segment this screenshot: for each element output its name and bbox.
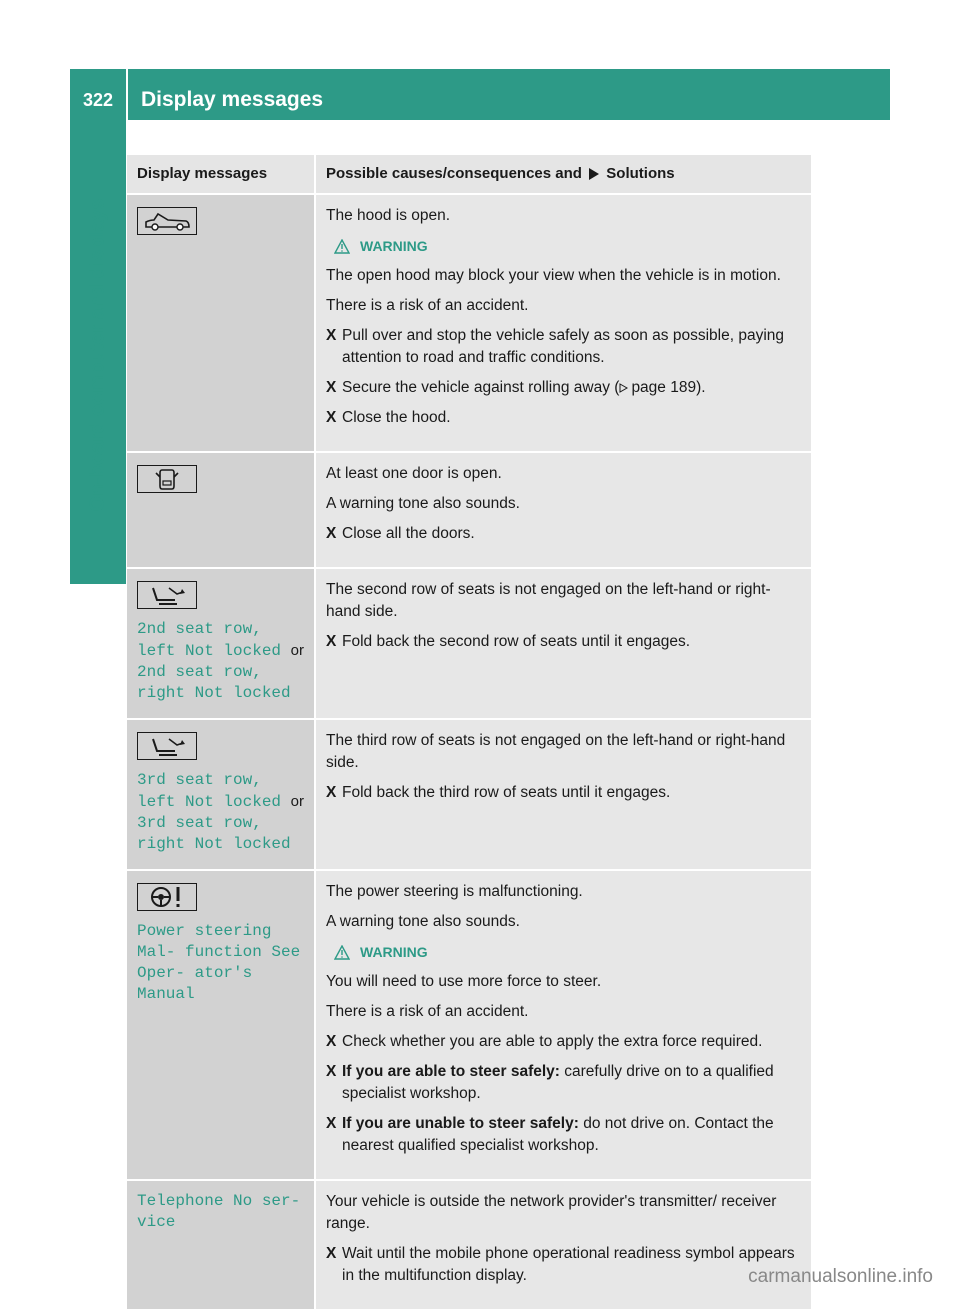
step-arrow-icon: X xyxy=(326,379,337,396)
or-text: or xyxy=(290,793,304,810)
solution-cell xyxy=(315,452,811,568)
step-text: Fold back the second row of seats until it engages. xyxy=(342,633,691,650)
step-arrow-icon: X xyxy=(326,525,337,542)
display-message-text xyxy=(137,619,304,704)
step-condition: If you are able to steer safely: xyxy=(342,1063,560,1080)
step-action: do not drive on. Contact the nearest qualified specialist workshop. xyxy=(342,1115,774,1154)
message-cell xyxy=(127,719,315,870)
step-arrow-icon: X xyxy=(326,327,337,344)
hood-open-icon xyxy=(137,207,197,235)
step-arrow-icon: X xyxy=(326,1033,337,1050)
warning-body: You will need to use more force to steer. xyxy=(326,973,602,990)
table-row xyxy=(127,870,811,1180)
step-text xyxy=(342,1113,801,1157)
cause-text: The third row of seats is not engaged on the left-hand or right-hand side. xyxy=(326,732,786,771)
warning-triangle-icon xyxy=(334,239,350,254)
page-number: 322 xyxy=(82,90,114,110)
message-right: 3rd seat row, right Not locked xyxy=(137,814,291,853)
step-arrow-icon: X xyxy=(326,633,337,650)
warning-label xyxy=(334,941,801,963)
warning-label xyxy=(334,235,801,257)
step-arrow-icon: X xyxy=(326,784,337,801)
step-arrow-icon: X xyxy=(326,409,337,426)
step-condition: If you are unable to steer safely: xyxy=(342,1115,579,1132)
step-arrow-icon: X xyxy=(326,1115,337,1132)
step-item xyxy=(326,631,801,653)
col-header-solutions xyxy=(315,155,811,194)
step-item xyxy=(326,1031,801,1053)
cause-text: The power steering is malfunctioning. xyxy=(326,883,583,900)
col-header-text: Possible causes/consequences and xyxy=(326,165,587,182)
step-text: Wait until the mobile phone operational readiness symbol appears in the multifunction display. xyxy=(342,1245,795,1284)
page-reference-link[interactable]: page 189). xyxy=(631,379,706,396)
solution-cell xyxy=(315,719,811,870)
solution-cell xyxy=(315,870,811,1180)
step-text-pre: Secure the vehicle against rolling away ( xyxy=(342,379,620,396)
page-header xyxy=(70,69,890,120)
step-text: Fold back the third row of seats until it engages. xyxy=(342,784,671,801)
step-item xyxy=(326,1061,801,1105)
risk-text: There is a risk of an accident. xyxy=(326,297,529,314)
cause-text: A warning tone also sounds. xyxy=(326,495,520,512)
solution-cell xyxy=(315,568,811,719)
display-message-text: Telephone No ser‐ vice xyxy=(137,1192,301,1231)
display-message-text xyxy=(137,770,304,855)
step-text: Close all the doors. xyxy=(342,525,475,542)
step-text xyxy=(342,1061,801,1105)
play-arrow-icon xyxy=(589,168,599,180)
step-arrow-icon: X xyxy=(326,1063,337,1080)
table-row xyxy=(127,452,811,568)
step-item xyxy=(326,407,801,429)
chapter-label-text: On-board computer and displays xyxy=(86,198,109,512)
message-cell xyxy=(127,452,315,568)
cause-text: The second row of seats is not engaged on the left-hand or right-hand side. xyxy=(326,581,771,620)
cause-text: At least one door is open. xyxy=(326,465,502,482)
step-item xyxy=(326,377,801,399)
watermark: carmanualsonline.info xyxy=(748,1266,933,1287)
step-item xyxy=(326,325,801,369)
col-header-messages: Display messages xyxy=(127,155,315,194)
solution-cell xyxy=(315,194,811,452)
risk-text: There is a risk of an accident. xyxy=(326,1003,529,1020)
step-text: Check whether you are able to apply the extra force required. xyxy=(342,1033,763,1050)
step-arrow-icon: X xyxy=(326,1245,337,1262)
page-ref-icon xyxy=(619,383,628,393)
page-title: Display messages xyxy=(141,88,324,111)
col-header-solutions-text: Solutions xyxy=(602,165,675,182)
cause-text: A warning tone also sounds. xyxy=(326,913,520,930)
or-text: or xyxy=(290,642,304,659)
table-header-row xyxy=(127,155,811,194)
step-item xyxy=(326,523,801,545)
cause-text: Your vehicle is outside the network provider's transmitter/ receiver range. xyxy=(326,1193,777,1232)
message-cell xyxy=(127,194,315,452)
steering-warning-icon xyxy=(137,883,197,911)
display-messages-table xyxy=(127,155,811,1309)
message-left: 2nd seat row, left Not locked xyxy=(137,620,282,660)
step-text xyxy=(342,377,801,399)
warning-text: WARNING xyxy=(360,944,428,960)
message-left: 3rd seat row, left Not locked xyxy=(137,771,282,811)
step-item xyxy=(326,782,801,804)
warning-text: WARNING xyxy=(360,238,428,254)
cause-text: The hood is open. xyxy=(326,207,451,224)
seat-fold-icon xyxy=(137,732,197,760)
table-row xyxy=(127,194,811,452)
message-cell xyxy=(127,568,315,719)
seat-fold-icon xyxy=(137,581,197,609)
message-right: 2nd seat row, right Not locked xyxy=(137,663,291,702)
step-text: Pull over and stop the vehicle safely as soon as possible, paying attention to road and traffic conditions. xyxy=(342,327,785,366)
warning-body: The open hood may block your view when the vehicle is in motion. xyxy=(326,267,781,284)
door-open-icon xyxy=(137,465,197,493)
warning-triangle-icon xyxy=(334,945,350,960)
step-text: Close the hood. xyxy=(342,409,451,426)
display-message-text: Power steering Mal‐ function See Oper‐ ator's Manual xyxy=(137,922,301,1003)
table-row xyxy=(127,568,811,719)
message-cell xyxy=(127,870,315,1180)
message-cell xyxy=(127,1180,315,1309)
step-item xyxy=(326,1113,801,1157)
step-action: carefully drive on to a qualified specialist workshop. xyxy=(342,1063,774,1102)
table-row xyxy=(127,719,811,870)
